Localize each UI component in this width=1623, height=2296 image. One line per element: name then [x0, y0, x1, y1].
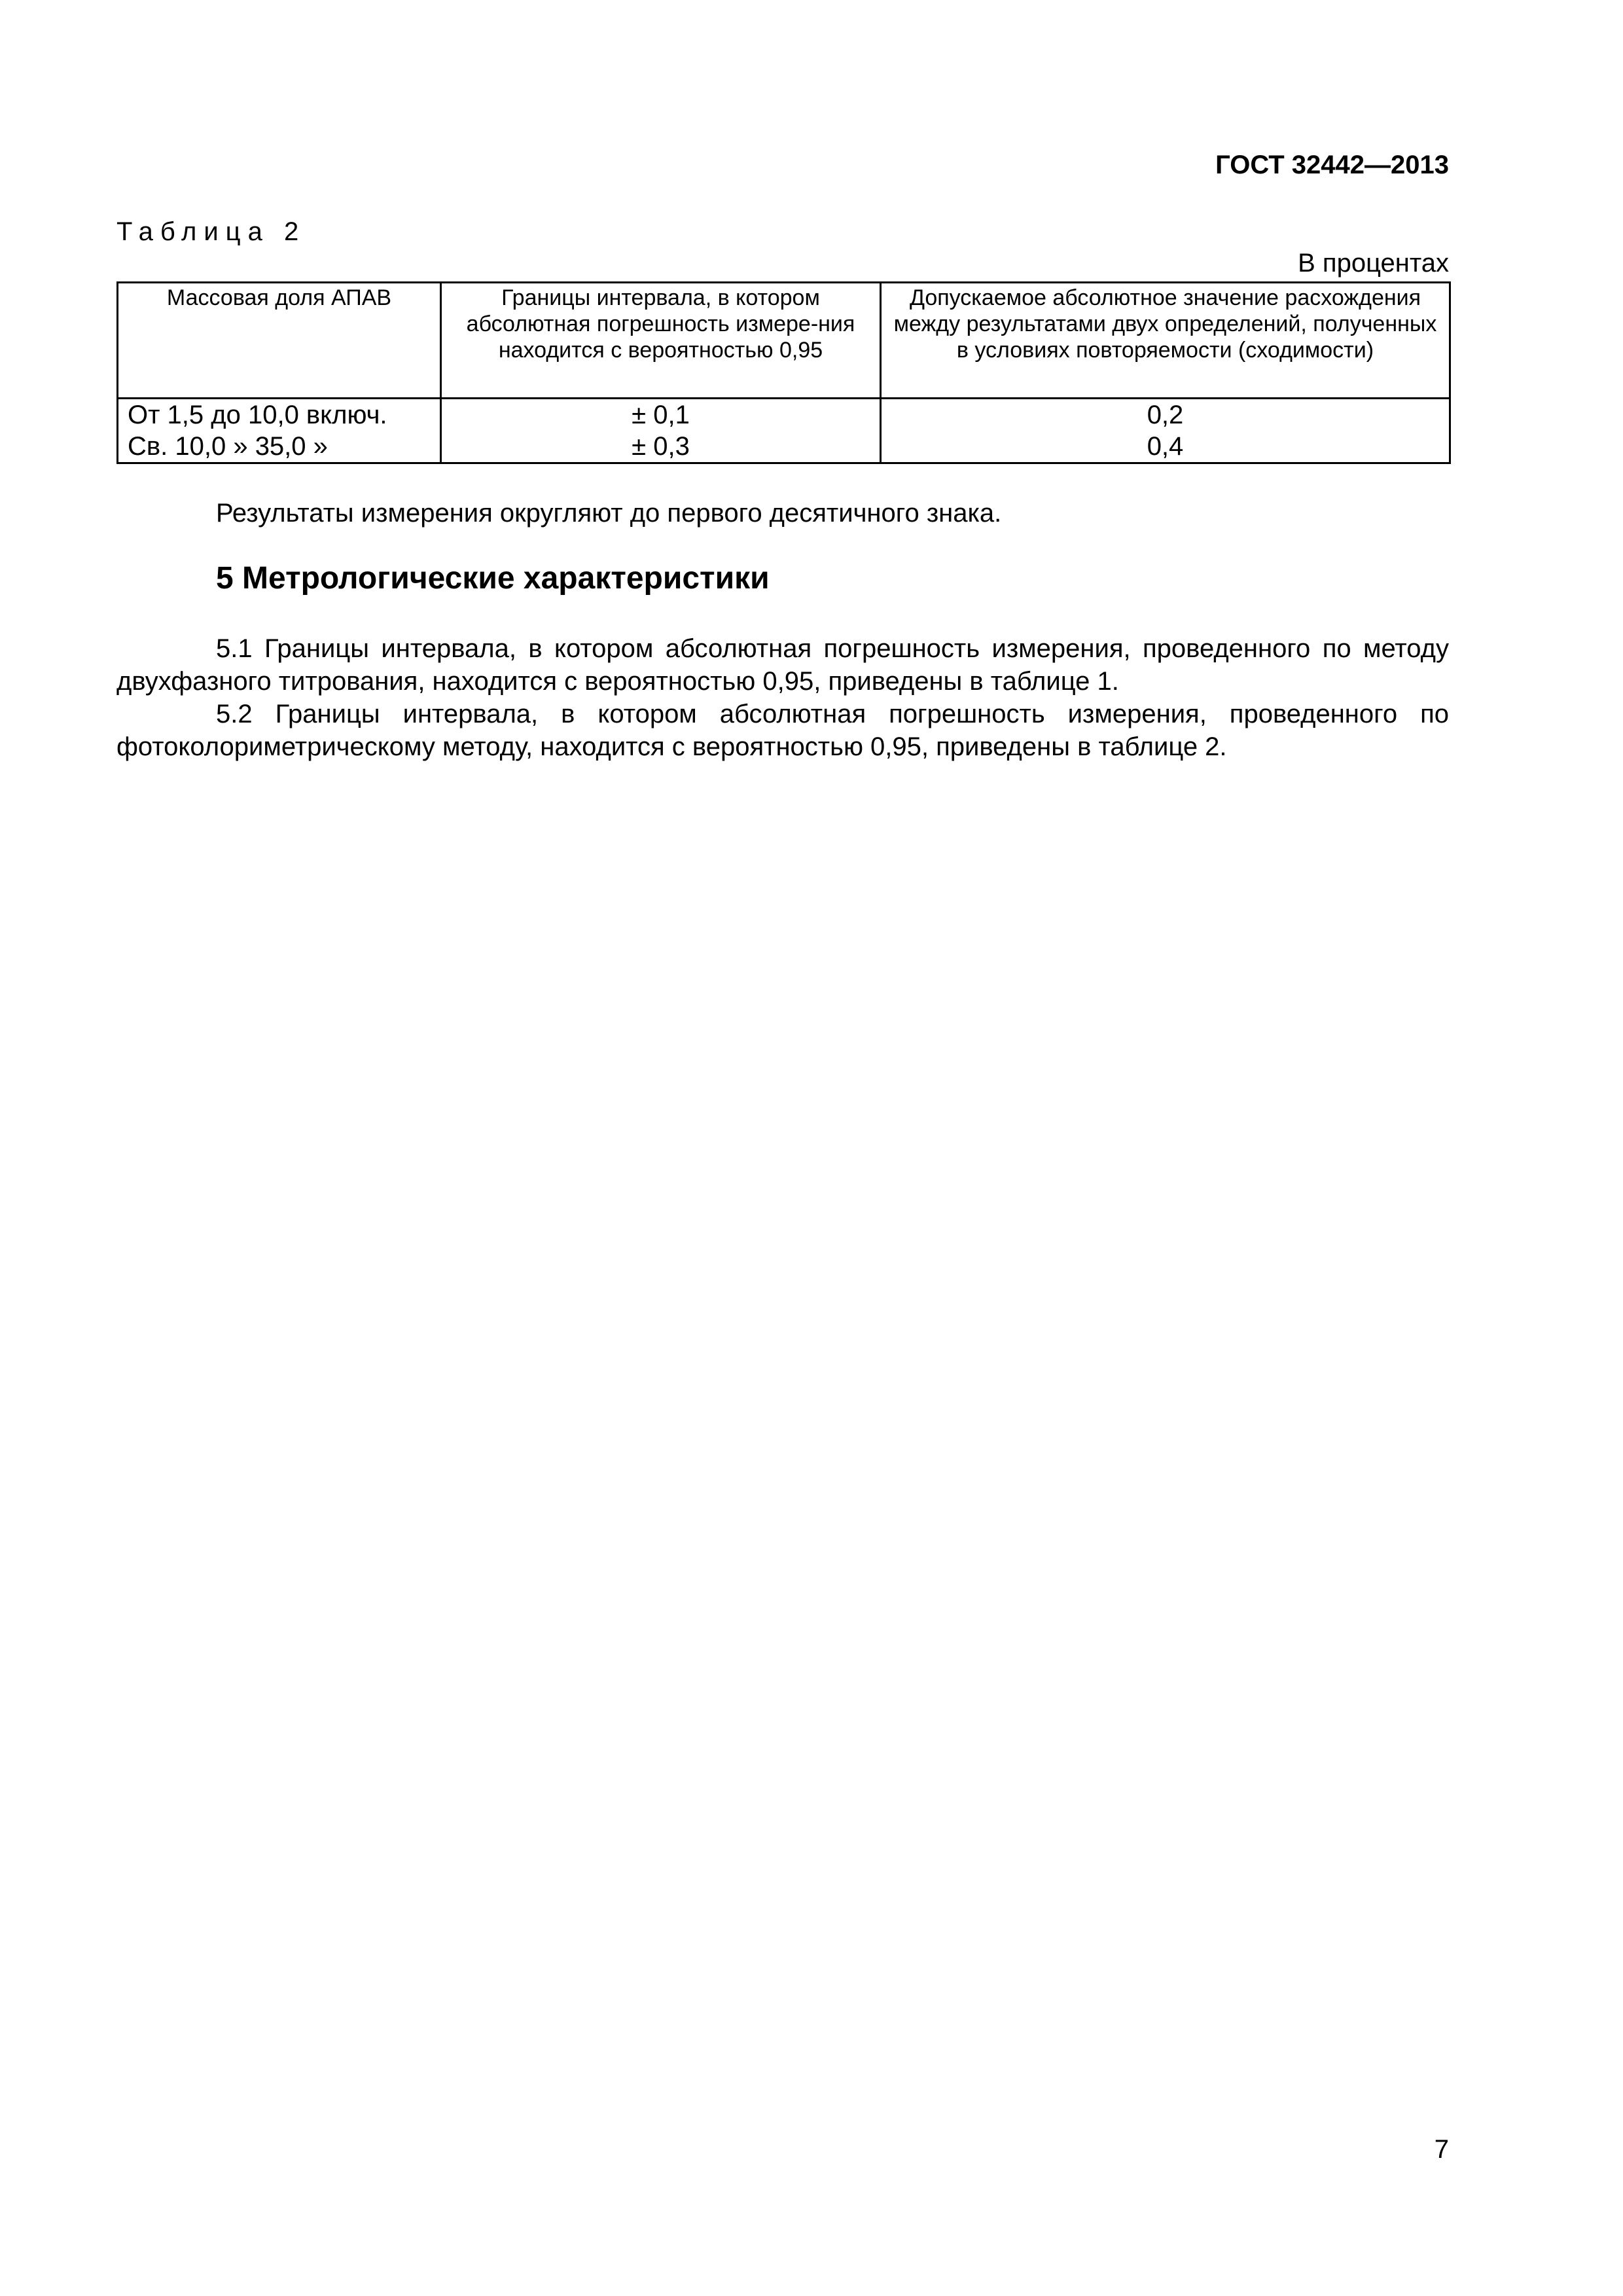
document-code: ГОСТ 32442—2013	[1215, 151, 1449, 179]
paragraph-5-1	[116, 632, 1449, 698]
table-caption: Таблица 2	[116, 217, 306, 246]
paragraph-text: 5.2 Границы интервала, в котором абсолютная погрешность измерения, проведенного по фотоколориметрическому методу, находится с вероятностью 0,95, приведены в таблице 2.	[116, 700, 1449, 761]
data-table	[116, 281, 1451, 464]
table-cell: ± 0,1	[441, 399, 881, 431]
table-row	[118, 399, 1450, 431]
rounding-note: Результаты измерения округляют до первого десятичного знака.	[216, 499, 1002, 528]
table-row	[118, 431, 1450, 463]
section-title: 5 Метрологические характеристики	[216, 561, 770, 596]
column-header-error-interval: Границы интервала, в котором абсолютная погрешность измере-ния находится с вероятностью 0,95	[441, 283, 881, 399]
table-cell: 0,4	[881, 431, 1450, 463]
table-cell: Св. 10,0 » 35,0 »	[118, 431, 441, 463]
table-cell: ± 0,3	[441, 431, 881, 463]
column-header-allowed-difference: Допускаемое абсолютное значение расхождения между результатами двух определений, полученных в условиях повторяемости (сходимости)	[881, 283, 1450, 399]
column-header-mass-fraction: Массовая доля АПАВ	[118, 283, 441, 399]
paragraph-5-2	[116, 698, 1449, 763]
paragraph-text: 5.1 Границы интервала, в котором абсолютная погрешность измерения, проведенного по методу двухфазного титрования, находится с вероятностью 0,95, приведены в таблице 1.	[116, 634, 1449, 696]
table-units: В процентах	[1298, 249, 1449, 278]
table-header-row	[118, 283, 1450, 399]
table-cell: 0,2	[881, 399, 1450, 431]
table-cell: От 1,5 до 10,0 включ.	[118, 399, 441, 431]
page-number: 7	[1434, 2135, 1449, 2164]
